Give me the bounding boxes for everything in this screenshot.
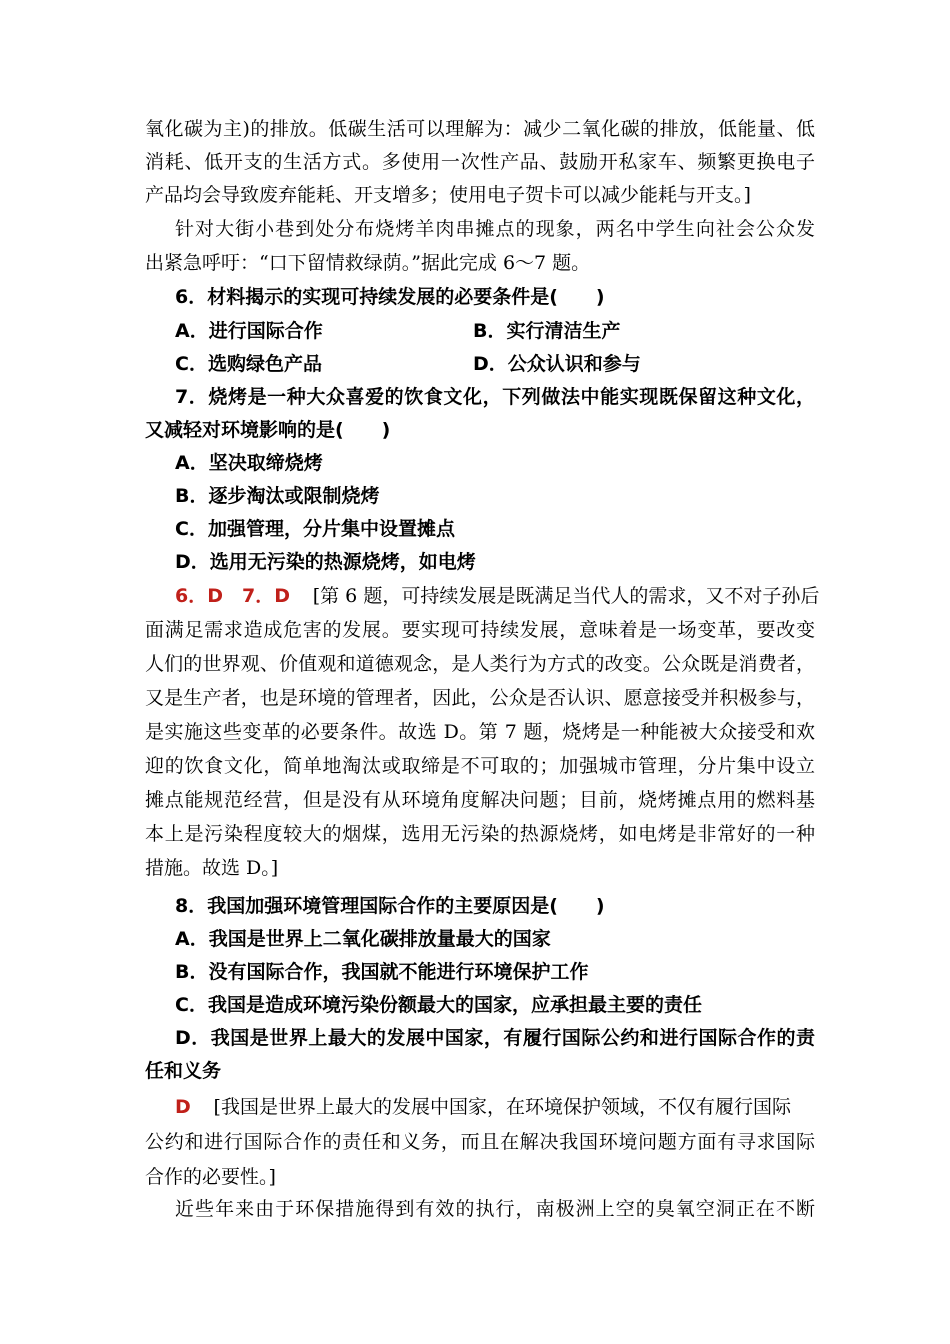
option-8a: A．我国是世界上二氧化碳排放量最大的国家 bbox=[175, 928, 551, 950]
answer-6-7-line bbox=[175, 580, 820, 612]
option-7c: C．加强管理，分片集中设置摊点 bbox=[175, 518, 455, 540]
option-8d: D．我国是世界上最大的发展中国家，有履行国际公约和进行国际合作的责 bbox=[175, 1027, 815, 1049]
option-8b: B．没有国际合作，我国就不能进行环境保护工作 bbox=[175, 961, 589, 983]
option-6a: A．进行国际合作 bbox=[175, 320, 323, 342]
question-7: 7．烧烤是一种大众喜爱的饮食文化，下列做法中能实现既保留这种文化， bbox=[175, 386, 815, 408]
question-6-options-row1 bbox=[175, 315, 815, 347]
option-6b: B．实行清洁生产 bbox=[473, 320, 621, 342]
question-6-options-row2 bbox=[175, 348, 815, 380]
explanation-line: 摊点能规范经营，但是没有从环境角度解决问题；目前，烧烤摊点用的燃料基 bbox=[145, 789, 815, 811]
paragraph-line: 针对大街小巷到处分布烧烤羊肉串摊点的现象，两名中学生向社会公众发 bbox=[175, 218, 815, 240]
paragraph-line: 近些年来由于环保措施得到有效的执行，南极洲上空的臭氧空洞正在不断 bbox=[175, 1198, 815, 1220]
option-6d: D．公众认识和参与 bbox=[473, 353, 641, 375]
paragraph-line: 氧化碳为主)的排放。低碳生活可以理解为：减少二氧化碳的排放，低能量、低 bbox=[145, 118, 815, 140]
answer-explanation: [第 6 题，可持续发展是既满足当代人的需求，又不对子孙后 bbox=[312, 585, 820, 607]
explanation-line: 措施。故选 D。] bbox=[145, 857, 279, 879]
answer-8-line bbox=[175, 1091, 815, 1123]
answer-label: D bbox=[175, 1096, 191, 1118]
option-8d-cont: 任和义务 bbox=[145, 1060, 222, 1082]
explanation-line: 人们的世界观、价值观和道德观念，是人类行为方式的改变。公众既是消费者， bbox=[145, 653, 815, 675]
option-7b: B．逐步淘汰或限制烧烤 bbox=[175, 485, 380, 507]
question-8: 8．我国加强环境管理国际合作的主要原因是( ) bbox=[175, 895, 605, 917]
question-6: 6．材料揭示的实现可持续发展的必要条件是( ) bbox=[175, 286, 605, 308]
option-8c: C．我国是造成环境污染份额最大的国家，应承担最主要的责任 bbox=[175, 994, 702, 1016]
explanation-line: 迎的饮食文化，简单地淘汰或取缔是不可取的；加强城市管理，分片集中设立 bbox=[145, 755, 815, 777]
paragraph-line: 产品均会导致废弃能耗、开支增多；使用电子贺卡可以减少能耗与开支。] bbox=[145, 184, 751, 206]
option-7d: D．选用无污染的热源烧烤，如电烤 bbox=[175, 551, 476, 573]
paragraph-line: 出紧急呼吁：“口下留情救绿荫。”据此完成 6～7 题。 bbox=[145, 252, 591, 274]
explanation-line: 是实施这些变革的必要条件。故选 D。第 7 题，烧烤是一种能被大众接受和欢 bbox=[145, 721, 815, 743]
option-7a: A．坚决取缔烧烤 bbox=[175, 452, 323, 474]
option-6c: C．选购绿色产品 bbox=[175, 353, 322, 375]
question-7-cont: 又减轻对环境影响的是( ) bbox=[145, 419, 391, 441]
answer-explanation: [我国是世界上最大的发展中国家，在环境保护领域，不仅有履行国际 bbox=[213, 1096, 791, 1118]
explanation-line: 合作的必要性。] bbox=[145, 1166, 276, 1188]
explanation-line: 本上是污染程度较大的烟煤，选用无污染的热源烧烤，如电烤是非常好的一种 bbox=[145, 823, 815, 845]
explanation-line: 面满足需求造成危害的发展。要实现可持续发展，意味着是一场变革，要改变 bbox=[145, 619, 815, 641]
explanation-line: 公约和进行国际合作的责任和义务，而且在解决我国环境问题方面有寻求国际 bbox=[145, 1131, 815, 1153]
explanation-line: 又是生产者，也是环境的管理者，因此，公众是否认识、愿意接受并积极参与， bbox=[145, 687, 815, 709]
paragraph-line: 消耗、低开支的生活方式。多使用一次性产品、鼓励开私家车、频繁更换电子 bbox=[145, 151, 815, 173]
answer-label: 6．D 7．D bbox=[175, 585, 290, 607]
